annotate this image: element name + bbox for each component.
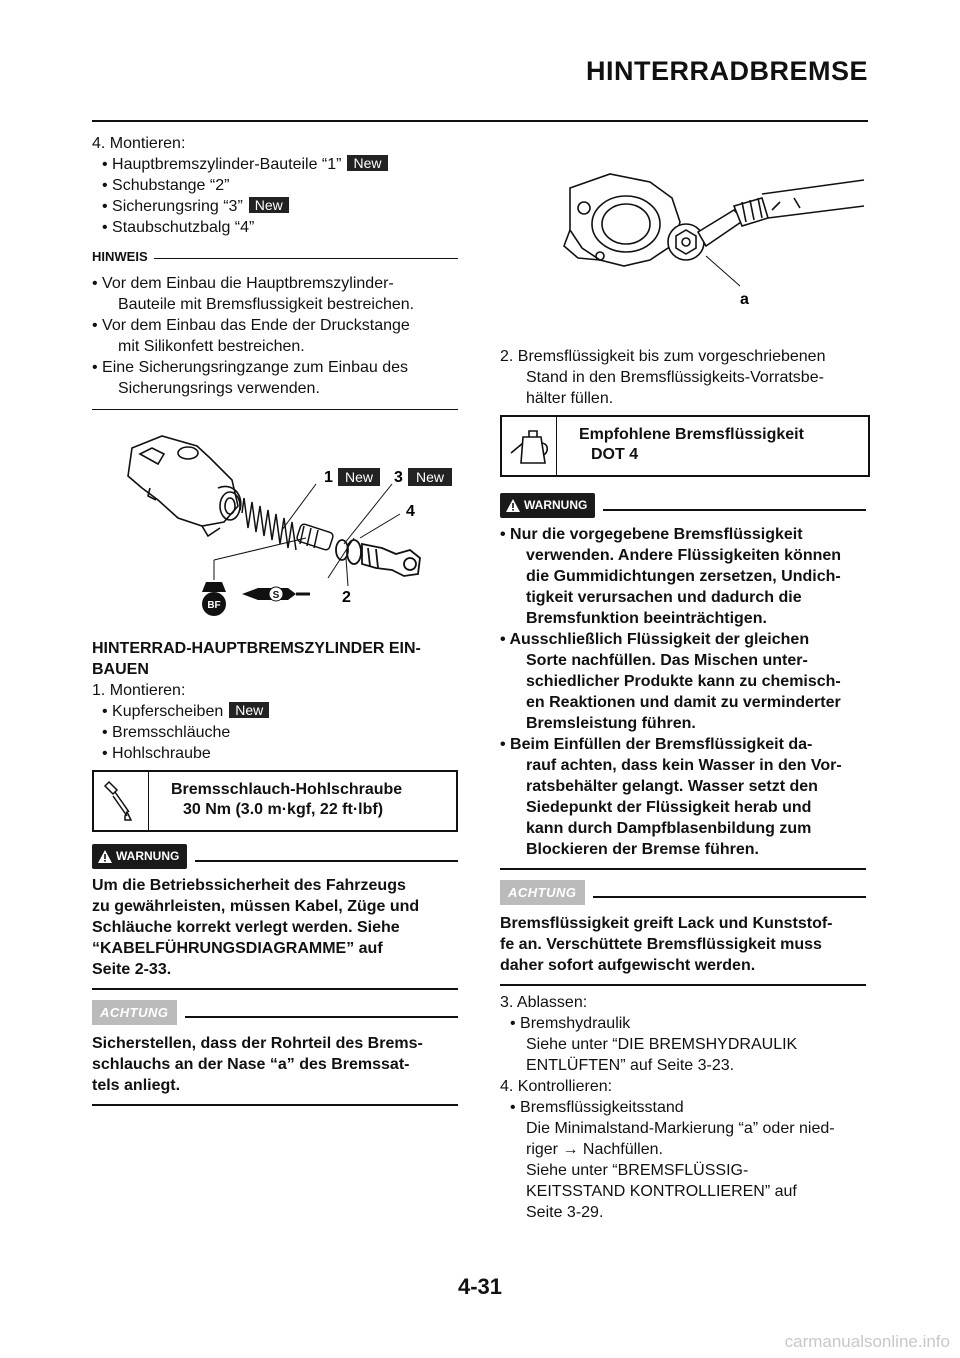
torque-spec-text: Bremsschlauch-Hohlschraube 30 Nm (3.0 m·kgf, 22 ft·lbf) bbox=[171, 781, 403, 818]
list-item: • Bremsschläuche bbox=[102, 724, 231, 741]
caution-badge: ACHTUNG bbox=[500, 880, 585, 905]
warning-end-rule bbox=[92, 988, 458, 990]
watermark: carmanualsonline.info bbox=[784, 1332, 950, 1351]
warning-heading bbox=[500, 493, 866, 518]
list-item: • Sicherungsring “3” New bbox=[92, 196, 458, 217]
warning-body: Um die Betriebssicherheit des Fahrzeugs zu gewährleisten, müssen Kabel, Züge und Schläuche korrekt verlegt werden. Siehe “KABELFÜHRUNGSDIAGRAMME” auf Seite 2-33. bbox=[92, 877, 420, 978]
warning-triangle-icon bbox=[506, 499, 520, 512]
bf-mark: BF bbox=[207, 600, 221, 611]
section-title: BAUEN bbox=[92, 661, 149, 678]
new-badge: New bbox=[415, 469, 445, 485]
list-item: • Hohlschraube bbox=[102, 745, 211, 762]
caution-end-rule bbox=[500, 984, 866, 986]
list-item: • Hauptbremszylinder-Bauteile “1” New bbox=[92, 154, 458, 175]
warning-badge: WARNUNG bbox=[92, 844, 187, 869]
step-4-intro: 4. Montieren: bbox=[92, 135, 186, 152]
label-4: 4 bbox=[406, 503, 415, 520]
hinweis-heading: HINWEIS bbox=[92, 246, 458, 267]
oil-can-icon bbox=[502, 417, 557, 475]
caution-body: Sicherstellen, dass der Rohrteil des Brems- schlauchs an der Nase “a” des Bremssat- tels anliegt. bbox=[92, 1035, 423, 1094]
warning-badge: WARNUNG bbox=[500, 493, 595, 518]
warning-heading bbox=[92, 844, 458, 869]
header-rule bbox=[92, 120, 868, 122]
page-title: HINTERRADBREMSE bbox=[585, 56, 868, 86]
step-1-intro: 1. Montieren: bbox=[92, 682, 186, 699]
new-badge: New bbox=[347, 155, 387, 171]
caliper-illustration bbox=[500, 136, 868, 336]
caution-badge: ACHTUNG bbox=[92, 1000, 177, 1025]
page-number: 4-31 bbox=[457, 1274, 503, 1299]
new-badge: New bbox=[249, 197, 289, 213]
warning-triangle-icon bbox=[98, 850, 112, 863]
list-item: • Staubschutzbalg “4” bbox=[102, 219, 255, 236]
label-1: 1 bbox=[324, 469, 333, 486]
step-4: 4. Kontrollieren: • Bremsflüssigkeitsstand Die Minimalstand-Markierung “a” oder nied- riger → Nachfüllen. Siehe unter “BREMSFLÜSSIG- KEITSSTAND KONTROLLIEREN” auf Seite 3-29. bbox=[500, 1078, 835, 1221]
fluid-spec-box bbox=[500, 415, 870, 477]
list-item: • Kupferscheiben New bbox=[92, 701, 458, 722]
left-column bbox=[92, 133, 458, 1106]
label-3: 3 bbox=[394, 469, 403, 486]
caution-end-rule bbox=[92, 1104, 458, 1106]
warning-body: • Nur die vorgegebene Bremsflüssigkeit verwenden. Andere Flüssigkeiten können die Gummidichtungen zersetzen, Undich- tigkeit verursachen und dadurch die Bremsfunktion beeinträchtigen. • Ausschließlich Flüssigkeit der gleichen Sorte nachfüllen. Das Mischen unter- schiedlicher Produkte kann zu chemisch- en Reaktionen und damit zu verminderter Bremsleistung führen. • Beim Einfüllen der Bremsflüssigkeit da- rauf achten, dass kein Wasser in den Vor- ratsbehälter gelangt. Wasser setzt den Siedepunkt der Flüssigkeit herab und kann durch Dampfblasenbildung zum Blockieren der Bremse führen. bbox=[500, 526, 842, 858]
new-badge: New bbox=[229, 702, 269, 718]
master-cylinder-illustration bbox=[92, 418, 458, 628]
master-cylinder-figure bbox=[92, 418, 458, 628]
caution-body: Bremsflüssigkeit greift Lack und Kunststof- fe an. Verschüttete Bremsflüssigkeit muss daher sofort aufgewischt werden. bbox=[500, 915, 833, 974]
label-a: a bbox=[740, 291, 749, 308]
step-2: 2. Bremsflüssigkeit bis zum vorgeschriebenen Stand in den Bremsflüssigkeits-Vorratsbe- hälter füllen. bbox=[500, 348, 826, 407]
hinweis-end-rule bbox=[92, 409, 458, 410]
hinweis-body: • Vor dem Einbau die Hauptbremszylinder- Bauteile mit Bremsflussigkeit bestreichen. • Vor dem Einbau das Ende der Druckstange mit Silikonfett bestreichen. • Eine Sicherungsringzange zum Einbau des Sicherungsrings verwenden. bbox=[92, 275, 415, 397]
torque-spec-box bbox=[92, 770, 458, 832]
caution-heading bbox=[92, 1000, 458, 1025]
caliper-figure bbox=[500, 136, 866, 336]
list-item: • Schubstange “2” bbox=[102, 177, 230, 194]
s-mark: S bbox=[272, 590, 280, 601]
warning-end-rule bbox=[500, 868, 866, 870]
fluid-spec-text: Empfohlene Bremsflüssigkeit DOT 4 bbox=[579, 426, 804, 463]
label-2: 2 bbox=[342, 589, 351, 606]
new-badge: New bbox=[344, 469, 374, 485]
section-title: HINTERRAD-HAUPTBREMSZYLINDER EIN- bbox=[92, 640, 421, 657]
torque-wrench-icon bbox=[94, 772, 149, 830]
step-3: 3. Ablassen: • Bremshydraulik Siehe unter “DIE BREMSHYDRAULIK ENTLÜFTEN” auf Seite 3-23. bbox=[500, 994, 798, 1074]
right-column bbox=[500, 136, 866, 1223]
caution-heading bbox=[500, 880, 866, 905]
